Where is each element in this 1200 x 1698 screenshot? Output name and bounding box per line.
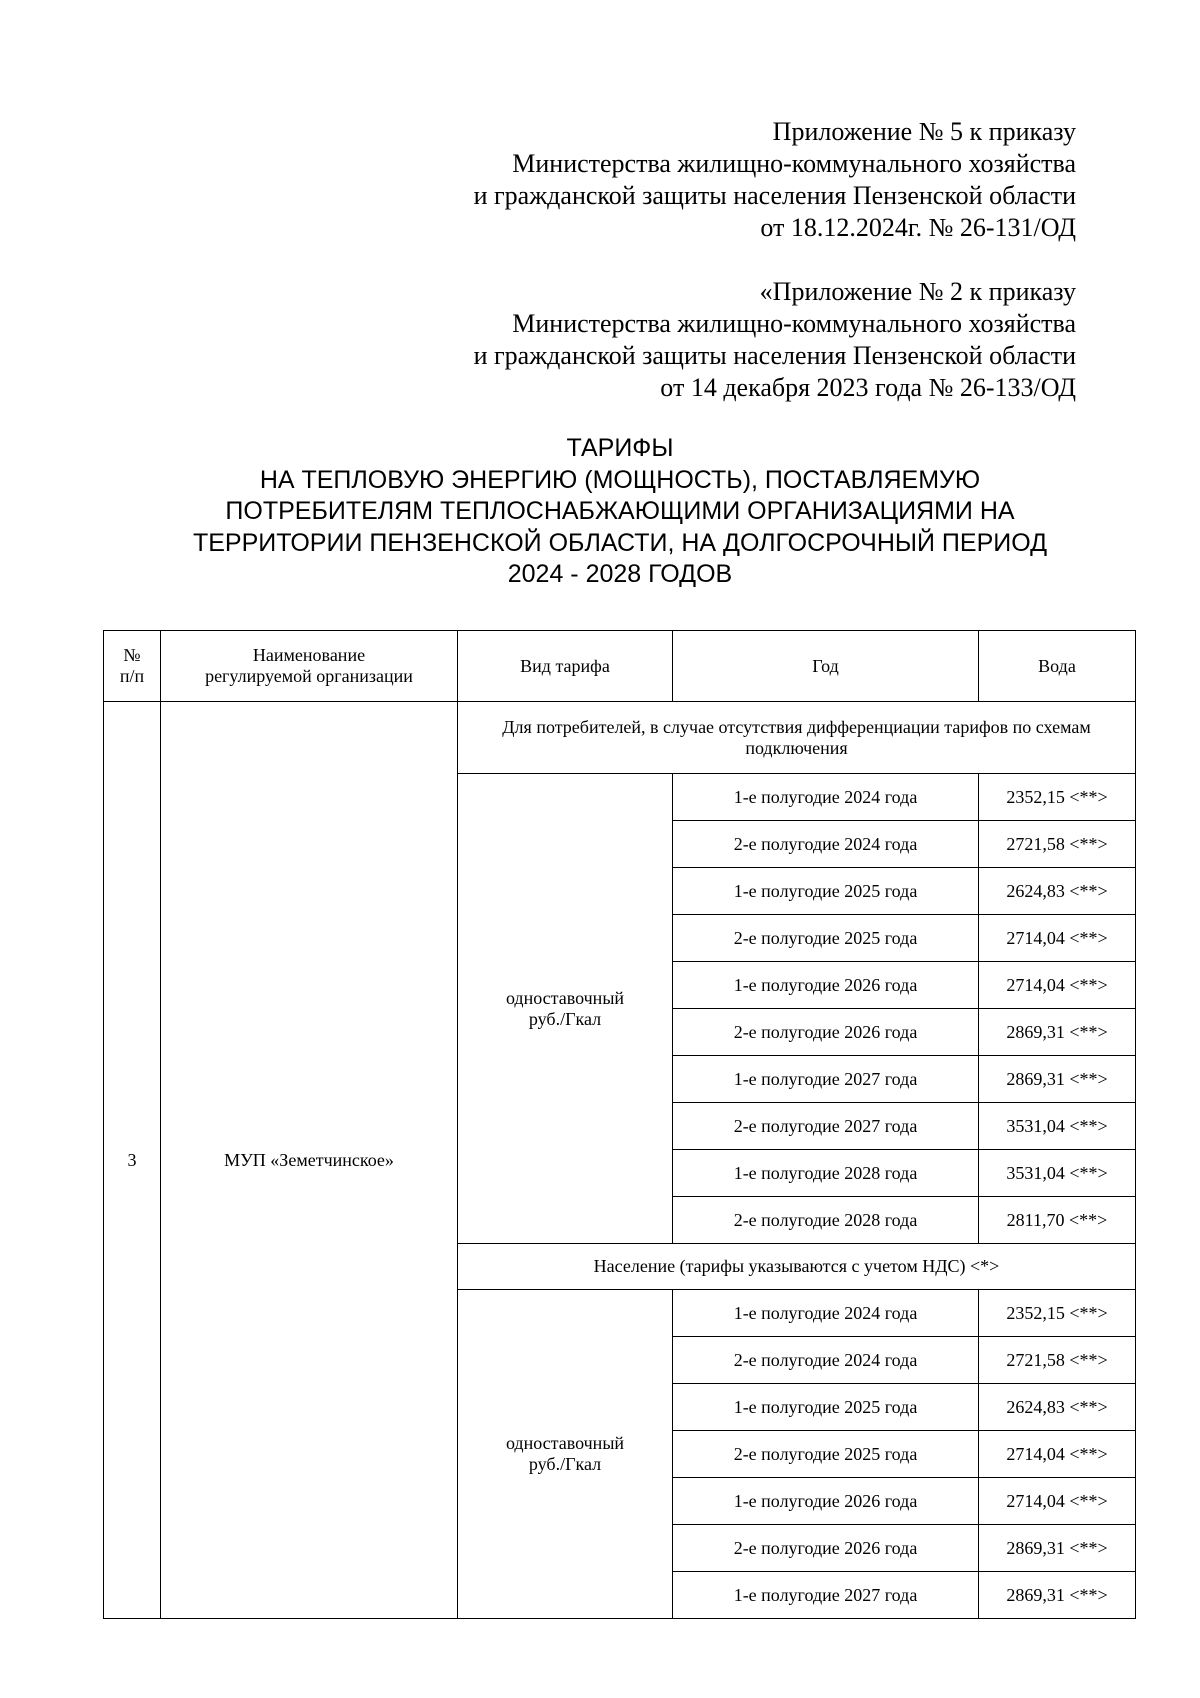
- tariff-value-cell: 2714,04 <**>: [979, 915, 1136, 962]
- annex-2-header: [474, 276, 1076, 404]
- tariff-value-cell: 2352,15 <**>: [979, 774, 1136, 821]
- header-organization-line-1: Наименование: [252, 645, 366, 665]
- tariff-value-cell: 2721,58 <**>: [979, 821, 1136, 868]
- period-cell: 2-е полугодие 2028 года: [673, 1197, 979, 1244]
- section-title-cell: [458, 702, 1136, 774]
- section-title-cell: [458, 1244, 1136, 1290]
- period-cell: 1-е полугодие 2026 года: [673, 1478, 979, 1525]
- tariff-value-cell: 2869,31 <**>: [979, 1525, 1136, 1572]
- annex-2-line-4: от 14 декабря 2023 года № 26-133/ОД: [660, 373, 1076, 402]
- title-line-3: ПОТРЕБИТЕЛЯМ ТЕПЛОСНАБЖАЮЩИМИ ОРГАНИЗАЦИЯМИ НА: [225, 497, 1015, 525]
- header-tariff-type: Вид тарифа: [458, 631, 673, 702]
- tariff-type-cell: [458, 1290, 673, 1619]
- table-header-row: [104, 631, 1136, 702]
- period-cell: 2-е полугодие 2026 года: [673, 1525, 979, 1572]
- header-number-line-2: п/п: [119, 666, 145, 686]
- period-cell: 1-е полугодие 2024 года: [673, 774, 979, 821]
- annex-2-line-2: Министерства жилищно-коммунального хозяйства: [512, 309, 1076, 338]
- header-organization-line-2: регулируемой организации: [205, 666, 413, 686]
- period-cell: 1-е полугодие 2026 года: [673, 962, 979, 1009]
- tariff-value-cell: 2714,04 <**>: [979, 962, 1136, 1009]
- title-line-1: ТАРИФЫ: [566, 434, 674, 462]
- header-organization: [161, 631, 458, 702]
- period-cell: 1-е полугодие 2025 года: [673, 868, 979, 915]
- title-line-2: НА ТЕПЛОВУЮ ЭНЕРГИЮ (МОЩНОСТЬ), ПОСТАВЛЯЕМУЮ: [259, 465, 981, 494]
- header-water: Вода: [979, 631, 1136, 702]
- tariff-value-cell: 3531,04 <**>: [979, 1103, 1136, 1150]
- annex-5-line-3: и гражданской защиты населения Пензенской области: [473, 181, 1076, 210]
- tariff-value-cell: 2869,31 <**>: [979, 1056, 1136, 1103]
- annex-5-line-2: Министерства жилищно-коммунального хозяйства: [512, 149, 1076, 178]
- period-cell: 2-е полугодие 2027 года: [673, 1103, 979, 1150]
- tariff-value-cell: 2811,70 <**>: [979, 1197, 1136, 1244]
- row-number-cell: 3: [104, 702, 161, 1619]
- period-cell: 1-е полугодие 2027 года: [673, 1056, 979, 1103]
- tariff-value-cell: 2714,04 <**>: [979, 1431, 1136, 1478]
- section-title-line-2: подключения: [745, 737, 848, 758]
- header-number: [104, 631, 161, 702]
- header-year: Год: [673, 631, 979, 702]
- period-cell: 2-е полугодие 2024 года: [673, 821, 979, 868]
- period-cell: 2-е полугодие 2025 года: [673, 915, 979, 962]
- tariff-type-line-2: руб./Гкал: [528, 1454, 602, 1474]
- annex-5-header: [474, 116, 1076, 244]
- section-title-line-1: Для потребителей, в случае отсутствия дифференциации тарифов по схемам: [502, 716, 1091, 737]
- period-cell: 1-е полугодие 2027 года: [673, 1572, 979, 1619]
- period-cell: 1-е полугодие 2025 года: [673, 1384, 979, 1431]
- tariff-value-cell: 2714,04 <**>: [979, 1478, 1136, 1525]
- period-cell: 1-е полугодие 2028 года: [673, 1150, 979, 1197]
- tariff-value-cell: 2624,83 <**>: [979, 1384, 1136, 1431]
- tariff-value-cell: 2869,31 <**>: [979, 1572, 1136, 1619]
- header-number-line-1: №: [123, 645, 141, 665]
- period-cell: 2-е полугодие 2025 года: [673, 1431, 979, 1478]
- period-cell: 2-е полугодие 2026 года: [673, 1009, 979, 1056]
- document-title: [100, 433, 1140, 591]
- title-line-5: 2024 - 2028 ГОДОВ: [507, 560, 733, 588]
- tariff-type-line-2: руб./Гкал: [528, 1008, 602, 1029]
- tariff-value-cell: 2352,15 <**>: [979, 1290, 1136, 1337]
- annex-2-line-3: и гражданской защиты населения Пензенской области: [473, 341, 1076, 370]
- tariff-value-cell: 3531,04 <**>: [979, 1150, 1136, 1197]
- annex-5-line-4: от 18.12.2024г. № 26-131/ОД: [760, 213, 1076, 242]
- period-cell: 1-е полугодие 2024 года: [673, 1290, 979, 1337]
- tariff-type-cell: [458, 774, 673, 1244]
- tariff-type-line-1: одноставочный: [505, 987, 625, 1008]
- title-line-4: ТЕРРИТОРИИ ПЕНЗЕНСКОЙ ОБЛАСТИ, НА ДОЛГОСРОЧНЫЙ ПЕРИОД: [192, 528, 1048, 557]
- tariff-value-cell: 2624,83 <**>: [979, 868, 1136, 915]
- tariff-type-line-1: одноставочный: [505, 1433, 625, 1453]
- tariff-value-cell: 2869,31 <**>: [979, 1009, 1136, 1056]
- tariff-value-cell: 2721,58 <**>: [979, 1337, 1136, 1384]
- period-cell: 2-е полугодие 2024 года: [673, 1337, 979, 1384]
- annex-2-line-1: «Приложение № 2 к приказу: [759, 277, 1076, 306]
- section-header-row: [104, 702, 1136, 774]
- table-body: [104, 702, 1136, 1619]
- organization-name-cell: МУП «Земетчинское»: [161, 702, 458, 1619]
- annex-5-line-1: Приложение № 5 к приказу: [772, 117, 1076, 146]
- tariff-table: [103, 630, 1136, 1619]
- section-title-line-1: Население (тарифы указываются с учетом НДС) <*>: [593, 1256, 1000, 1276]
